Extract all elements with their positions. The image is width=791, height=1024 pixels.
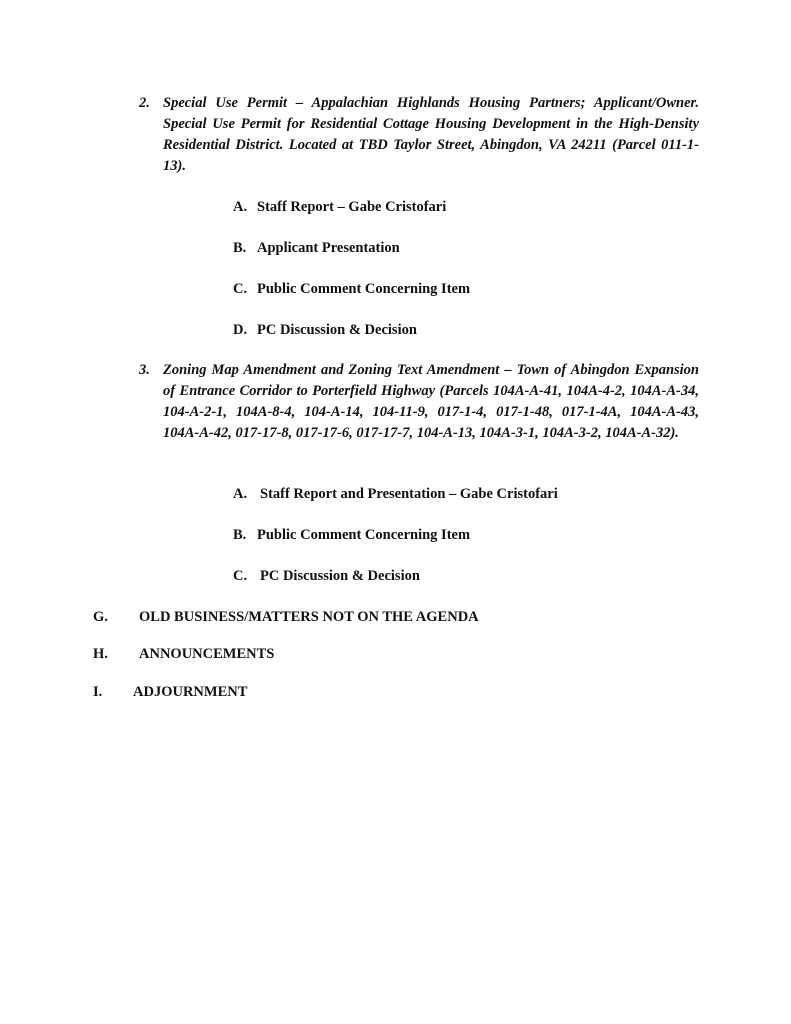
subitem-public-comment: [233, 280, 470, 298]
section-title: ADJOURNMENT: [133, 684, 248, 700]
subitem-letter: C.: [233, 568, 248, 584]
subitem-staff-report-presentation: [233, 485, 558, 503]
subitem-label: PC Discussion & Decision: [257, 322, 417, 338]
agenda-item-2: [139, 93, 699, 177]
subitem-pc-discussion: [233, 321, 417, 339]
section-letter: H.: [93, 646, 108, 662]
section-title: ANNOUNCEMENTS: [139, 646, 275, 662]
subitem-applicant-presentation: [233, 239, 400, 257]
section-title: OLD BUSINESS/MATTERS NOT ON THE AGENDA: [139, 609, 479, 625]
subitem-label: Public Comment Concerning Item: [257, 281, 471, 297]
subitem-pc-discussion: [233, 567, 420, 585]
subitem-public-comment: [233, 526, 470, 544]
subitem-staff-report: [233, 198, 446, 216]
agenda-item-text: Special Use Permit – Appalachian Highlands Housing Partners; Applicant/Owner. Special Use Permit for Residential Cottage Housing Development in the High-Density Residential District. Located at TBD Taylor Street, Abingdon, VA 24211 (Parcel 011-1-13).: [163, 95, 699, 174]
subitem-letter: B.: [233, 527, 247, 543]
subitem-letter: D.: [233, 322, 248, 338]
subitem-label: Public Comment Concerning Item: [257, 527, 471, 543]
subitem-label: Staff Report and Presentation – Gabe Cristofari: [260, 486, 558, 502]
subitem-letter: A.: [233, 486, 248, 502]
subitem-label: PC Discussion & Decision: [260, 568, 420, 584]
subitem-letter: B.: [233, 240, 247, 256]
agenda-item-number: 2.: [139, 95, 150, 111]
subitem-letter: A.: [233, 199, 248, 215]
subitem-label: Staff Report – Gabe Cristofari: [257, 199, 447, 215]
subitem-letter: C.: [233, 281, 248, 297]
agenda-item-3: [139, 360, 699, 444]
subitem-label: Applicant Presentation: [257, 240, 400, 256]
section-letter: G.: [93, 609, 108, 625]
agenda-item-number: 3.: [139, 362, 150, 378]
agenda-item-text: Zoning Map Amendment and Zoning Text Amendment – Town of Abingdon Expansion of Entrance Corridor to Porterfield Highway (Parcels 104A-A-41, 104A-4-2, 104A-A-34, 104-A-2-1, 104A-8-4, 104-A-14, 104-11-9, 017-1-4, 017-1-48, 017-1-4A, 104A-A-43, 104A-A-42, 017-17-8, 017-17-6, 017-17-7, 104-A-13, 104A-3-1, 104A-3-2, 104A-A-32).: [163, 362, 699, 441]
section-letter: I.: [93, 684, 103, 700]
